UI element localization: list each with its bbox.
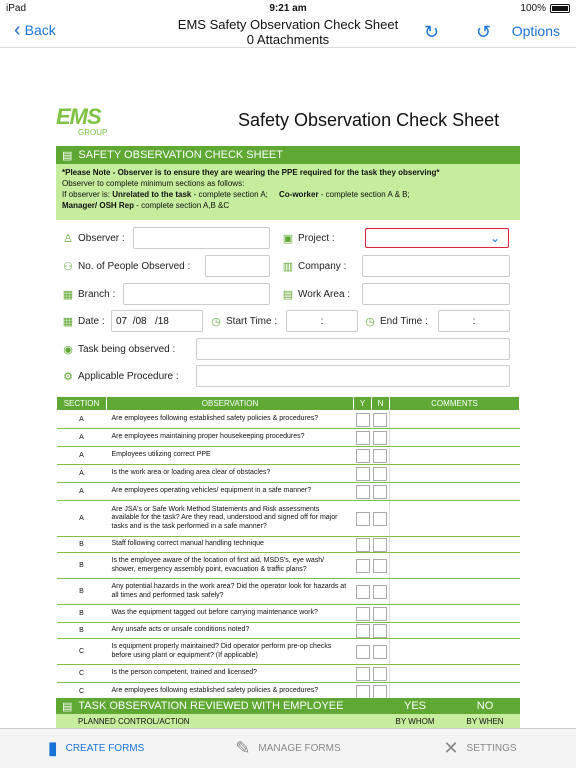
procedure-icon: ⚙ xyxy=(63,371,73,383)
yes-checkbox[interactable] xyxy=(356,624,370,638)
planned-control-label: PLANNED CONTROL/ACTION xyxy=(78,716,190,726)
nav-subtitle: 0 Attachments xyxy=(246,32,330,47)
table-row xyxy=(57,665,520,683)
row-section: A xyxy=(57,465,107,483)
review-no: NO xyxy=(476,700,494,712)
yes-cell xyxy=(354,579,372,605)
yes-checkbox[interactable] xyxy=(356,538,370,552)
time-separator: : xyxy=(472,315,476,327)
branch-label: ▦ Branch : xyxy=(62,289,116,301)
no-checkbox[interactable] xyxy=(373,624,387,638)
note-roles: If observer is: Unrelated to the task - complete section A; Co-worker - complete section A & B; xyxy=(62,190,410,199)
yes-cell xyxy=(354,537,372,553)
yes-cell xyxy=(354,623,372,639)
no-cell xyxy=(372,579,390,605)
comment-field[interactable] xyxy=(390,411,520,429)
yes-cell xyxy=(354,553,372,579)
no-cell xyxy=(372,665,390,683)
row-observation: Are employees maintaining proper housekeeping procedures? xyxy=(107,429,354,447)
time-separator: : xyxy=(320,315,324,327)
no-checkbox[interactable] xyxy=(373,645,387,659)
calendar-icon: ▦ xyxy=(62,316,74,328)
eye-icon: ◉ xyxy=(63,344,73,356)
observer-label: ♙ Observer : xyxy=(63,233,125,245)
note-minimum: Observer to complete minimum sections as follows: xyxy=(62,179,245,188)
yes-checkbox[interactable] xyxy=(356,559,370,573)
no-checkbox[interactable] xyxy=(373,431,387,445)
no-checkbox[interactable] xyxy=(373,512,387,526)
tab-settings[interactable] xyxy=(384,729,576,768)
yes-checkbox[interactable] xyxy=(356,607,370,621)
yes-cell xyxy=(354,605,372,623)
row-section: A xyxy=(57,447,107,465)
tab-settings-label: SETTINGS xyxy=(466,743,517,754)
yes-checkbox[interactable] xyxy=(356,449,370,463)
group-icon: ⚇ xyxy=(63,261,73,273)
instructions-box xyxy=(56,164,520,220)
yes-checkbox[interactable] xyxy=(356,485,370,499)
tab-manage-forms[interactable] xyxy=(192,729,384,768)
table-row xyxy=(57,501,520,537)
tab-manage-label: MANAGE FORMS xyxy=(258,743,341,754)
status-bar xyxy=(0,0,576,16)
no-cell xyxy=(372,465,390,483)
no-checkbox[interactable] xyxy=(373,485,387,499)
no-checkbox[interactable] xyxy=(373,413,387,427)
row-section: C xyxy=(57,665,107,683)
review-title-wrap xyxy=(56,700,380,713)
branch-icon: ▦ xyxy=(62,289,74,301)
end-time-label: ◷ End Time : xyxy=(365,316,428,328)
yes-cell xyxy=(354,411,372,429)
yes-cell xyxy=(354,447,372,465)
yes-checkbox[interactable] xyxy=(356,431,370,445)
procedure-field[interactable] xyxy=(196,365,510,387)
logo-text: EMS xyxy=(56,104,101,129)
no-checkbox[interactable] xyxy=(373,467,387,481)
date-field[interactable] xyxy=(111,310,203,332)
company-label: ▥ Company : xyxy=(282,261,347,273)
table-row xyxy=(57,623,520,639)
comment-field[interactable] xyxy=(390,639,520,665)
table-row xyxy=(57,605,520,623)
comment-field[interactable] xyxy=(390,665,520,683)
no-checkbox[interactable] xyxy=(373,607,387,621)
company-logo xyxy=(56,106,118,140)
row-section: C xyxy=(57,683,107,701)
row-section: B xyxy=(57,553,107,579)
row-section: B xyxy=(57,605,107,623)
settings-icon: ✕ xyxy=(443,738,459,758)
row-section: B xyxy=(57,623,107,639)
row-observation: Is the employee aware of the location of first aid, MSDS's, eye wash/ shower, emergency assembly point, evacuation & traffic plans? xyxy=(107,553,354,579)
no-cell xyxy=(372,605,390,623)
row-section: A xyxy=(57,483,107,501)
col-section: SECTION xyxy=(57,397,107,411)
logo-sub: GROUP xyxy=(78,128,108,137)
col-comments: COMMENTS xyxy=(390,397,520,411)
date-month: /08 xyxy=(132,315,147,327)
row-observation: Are employees operating vehicles/ equipment in a safe manner? xyxy=(107,483,354,501)
date-year: /18 xyxy=(154,315,169,327)
table-row xyxy=(57,579,520,605)
tab-create-label: CREATE FORMS xyxy=(65,743,145,754)
comment-field[interactable] xyxy=(390,605,520,623)
table-row xyxy=(57,411,520,429)
document-title: Safety Observation Check Sheet xyxy=(238,110,500,130)
no-checkbox[interactable] xyxy=(373,685,387,699)
row-observation: Are JSA's or Safe Work Method Statements and Risk assessments available for the task? Are they read, understood and signed off for major tasks and is the task performed in a safe manner? xyxy=(107,501,354,537)
nav-bar xyxy=(0,16,576,48)
row-section: A xyxy=(57,501,107,537)
no-cell xyxy=(372,411,390,429)
nav-title xyxy=(150,17,426,47)
observer-field[interactable] xyxy=(133,227,270,249)
yes-checkbox[interactable] xyxy=(356,467,370,481)
comment-field[interactable] xyxy=(390,501,520,537)
battery-icon xyxy=(550,4,570,13)
date-day: 07 xyxy=(116,315,128,327)
row-observation: Are employees following established safety policies & procedures? xyxy=(107,411,354,429)
clipboard-icon: ▤ xyxy=(62,149,73,162)
yes-cell xyxy=(354,639,372,665)
nav-title-text: EMS Safety Observation Check Sheet xyxy=(177,17,399,32)
row-observation: Employees utilizing correct PPE xyxy=(107,447,354,465)
yes-cell xyxy=(354,483,372,501)
work-area-label: ▤ Work Area : xyxy=(282,289,351,301)
review-subheader xyxy=(56,714,520,728)
options-button[interactable]: Options xyxy=(511,23,560,39)
company-field[interactable] xyxy=(362,255,510,277)
row-section: C xyxy=(57,639,107,665)
date-label: ▦ Date : xyxy=(62,316,105,328)
review-yes: YES xyxy=(403,700,426,712)
no-cell xyxy=(372,553,390,579)
clock-icon: ◷ xyxy=(211,316,221,328)
tab-create-forms[interactable] xyxy=(0,729,192,768)
comment-field[interactable] xyxy=(390,429,520,447)
comment-field[interactable] xyxy=(390,553,520,579)
table-row xyxy=(57,483,520,501)
no-checkbox[interactable] xyxy=(373,667,387,681)
row-observation: Staff following correct manual handling technique xyxy=(107,537,354,553)
work-area-field[interactable] xyxy=(362,283,510,305)
review-header xyxy=(56,698,520,714)
table-row xyxy=(57,429,520,447)
clipboard-icon: ▤ xyxy=(62,700,73,713)
row-section: B xyxy=(57,579,107,605)
col-no: N xyxy=(372,397,390,411)
clock: 9:21 am xyxy=(269,2,307,14)
chevron-left-icon: ‹ xyxy=(14,19,21,41)
project-icon: ▣ xyxy=(282,233,294,245)
yes-cell xyxy=(354,665,372,683)
note-ppe: *Please Note - Observer is to ensure they are wearing the PPE required for the task they observing* xyxy=(62,168,440,177)
no-checkbox[interactable] xyxy=(373,559,387,573)
start-time-field[interactable] xyxy=(286,310,358,332)
table-header xyxy=(57,397,520,411)
people-label: ⚇ No. of People Observed : xyxy=(63,261,191,273)
section-header-text: SAFETY OBSERVATION CHECK SHEET xyxy=(78,149,283,161)
col-observation: OBSERVATION xyxy=(107,397,354,411)
comment-field[interactable] xyxy=(390,465,520,483)
no-cell xyxy=(372,501,390,537)
device-label: iPad xyxy=(6,2,27,14)
table-row xyxy=(57,537,520,553)
no-cell xyxy=(372,623,390,639)
back-button[interactable] xyxy=(14,19,56,41)
comment-field[interactable] xyxy=(390,483,520,501)
no-checkbox[interactable] xyxy=(373,585,387,599)
by-when-label: BY WHEN xyxy=(466,716,504,726)
start-time-label: ◷ Start Time : xyxy=(211,316,278,328)
col-yes: Y xyxy=(354,397,372,411)
yes-cell xyxy=(354,501,372,537)
comment-field[interactable] xyxy=(390,579,520,605)
no-cell xyxy=(372,483,390,501)
no-cell xyxy=(372,537,390,553)
row-observation: Is equipment properly maintained? Did operator perform pre-op checks before using plant or equipment? (If applicable) xyxy=(107,639,354,665)
work-area-icon: ▤ xyxy=(282,289,294,301)
section-header xyxy=(56,146,520,164)
yes-cell xyxy=(354,429,372,447)
no-checkbox[interactable] xyxy=(373,449,387,463)
end-time-field[interactable] xyxy=(438,310,510,332)
table-row xyxy=(57,465,520,483)
person-icon: ♙ xyxy=(63,233,73,245)
table-row xyxy=(57,447,520,465)
observation-table xyxy=(56,396,520,701)
project-label: ▣ Project : xyxy=(282,233,335,245)
yes-checkbox[interactable] xyxy=(356,585,370,599)
row-observation: Any potential hazards in the work area? Did the operator look for hazards at all times and performed task safely? xyxy=(107,579,354,605)
yes-checkbox[interactable] xyxy=(356,645,370,659)
clock-icon: ◷ xyxy=(365,316,375,328)
review-title: TASK OBSERVATION REVIEWED WITH EMPLOYEE xyxy=(78,700,344,712)
create-form-icon: ▮ xyxy=(47,738,58,758)
row-observation: Are employees following established safety policies & procedures? xyxy=(107,683,354,701)
branch-field[interactable] xyxy=(123,283,270,305)
no-cell xyxy=(372,447,390,465)
yes-checkbox[interactable] xyxy=(356,685,370,699)
comment-field[interactable] xyxy=(390,447,520,465)
row-observation: Is the person competent, trained and licensed? xyxy=(107,665,354,683)
people-count-field[interactable] xyxy=(205,255,270,277)
tab-bar xyxy=(0,728,576,768)
task-label: ◉ Task being observed : xyxy=(63,344,176,356)
yes-cell xyxy=(354,465,372,483)
comment-field[interactable] xyxy=(390,537,520,553)
battery-percent: 100% xyxy=(520,2,546,14)
yes-checkbox[interactable] xyxy=(356,413,370,427)
row-section: B xyxy=(57,537,107,553)
row-section: A xyxy=(57,429,107,447)
no-checkbox[interactable] xyxy=(373,538,387,552)
undo-icon[interactable]: ↺ xyxy=(476,22,492,42)
procedure-label: ⚙ Applicable Procedure : xyxy=(63,371,179,383)
chevron-down-icon: ⌄ xyxy=(489,231,500,245)
back-label: Back xyxy=(24,22,56,38)
row-observation: Is the work area or loading area clear of obstacles? xyxy=(107,465,354,483)
row-section: A xyxy=(57,411,107,429)
yes-checkbox[interactable] xyxy=(356,512,370,526)
table-row xyxy=(57,639,520,665)
task-field[interactable] xyxy=(196,338,510,360)
row-observation: Was the equipment tagged out before carrying maintenance work? xyxy=(107,605,354,623)
project-select[interactable] xyxy=(365,228,509,248)
building-icon: ▥ xyxy=(282,261,294,273)
manage-forms-icon: ✎ xyxy=(235,738,251,758)
row-observation: Any unsafe acts or unsafe conditions noted? xyxy=(107,623,354,639)
comment-field[interactable] xyxy=(390,623,520,639)
no-cell xyxy=(372,429,390,447)
table-row xyxy=(57,553,520,579)
by-whom-label: BY WHOM xyxy=(395,716,435,726)
redo-icon[interactable]: ↻ xyxy=(424,22,440,42)
no-cell xyxy=(372,639,390,665)
note-manager: Manager/ OSH Rep - complete section A,B &C xyxy=(62,201,230,210)
yes-checkbox[interactable] xyxy=(356,667,370,681)
